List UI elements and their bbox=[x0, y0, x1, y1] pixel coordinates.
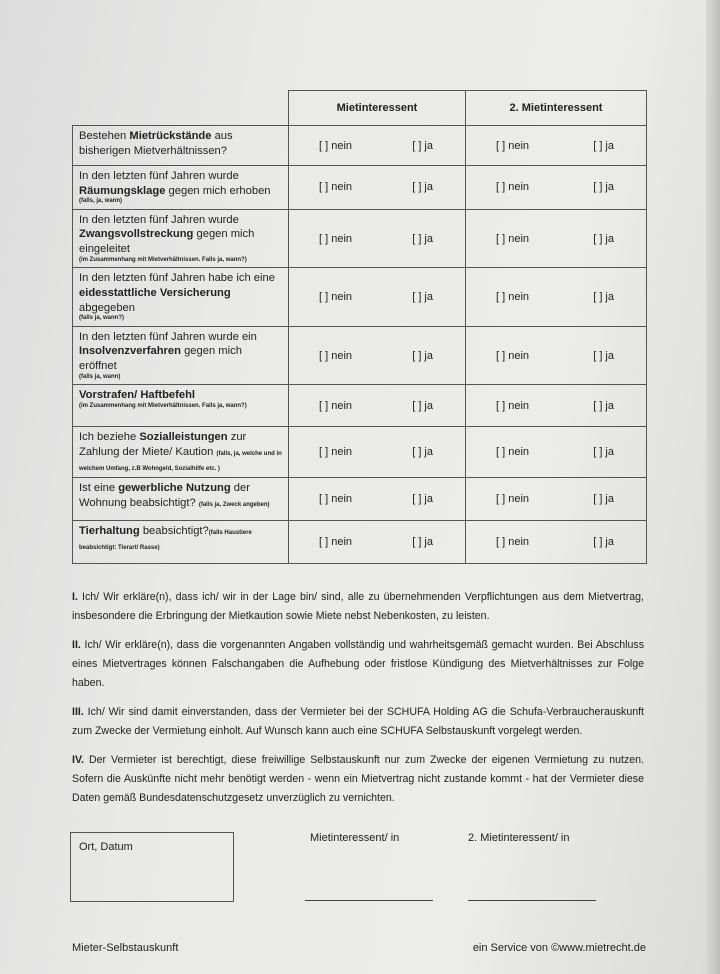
checkbox-ja[interactable]: [ ] ja bbox=[412, 536, 433, 549]
question-note: (falls ja, Zweck angeben) bbox=[198, 501, 270, 508]
question-note: (falls ja, wann?) bbox=[79, 315, 125, 322]
table-row bbox=[73, 126, 647, 166]
checkbox-ja[interactable]: [ ] ja bbox=[593, 536, 614, 549]
question-cell bbox=[73, 385, 289, 427]
answer-cell-1 bbox=[289, 427, 466, 478]
question-cell bbox=[73, 209, 289, 267]
checkbox-ja[interactable]: [ ] ja bbox=[412, 291, 433, 304]
checkbox-ja[interactable]: [ ] ja bbox=[412, 349, 433, 362]
question-post: beabsichtigt? bbox=[139, 525, 209, 538]
question-keyword: gewerbliche Nutzung bbox=[118, 482, 231, 495]
answer-cell-2 bbox=[466, 427, 647, 478]
checkbox-nein[interactable]: [ ] nein bbox=[319, 139, 353, 152]
answer-cell-1 bbox=[289, 478, 466, 521]
page-edge bbox=[706, 0, 720, 974]
table-row bbox=[73, 478, 647, 521]
question-note: (falls ja, wann) bbox=[79, 373, 121, 380]
checkbox-nein[interactable]: [ ] nein bbox=[496, 139, 530, 152]
question-post: gegen mich erhoben bbox=[165, 184, 271, 197]
paragraph-number: II. bbox=[72, 639, 81, 652]
checkbox-nein[interactable]: [ ] nein bbox=[319, 232, 353, 245]
checkbox-ja[interactable]: [ ] ja bbox=[412, 232, 433, 245]
checkbox-nein[interactable]: [ ] nein bbox=[496, 399, 530, 412]
header-tenant-2: 2. Mietinteressent bbox=[466, 91, 647, 126]
checkbox-ja[interactable]: [ ] ja bbox=[593, 232, 614, 245]
checkbox-ja[interactable]: [ ] ja bbox=[593, 399, 614, 412]
questionnaire-table bbox=[72, 90, 647, 564]
footer-title: Mieter-Selbstauskunft bbox=[72, 942, 179, 955]
checkbox-nein[interactable]: [ ] nein bbox=[319, 536, 353, 549]
checkbox-nein[interactable]: [ ] nein bbox=[496, 181, 530, 194]
declarations bbox=[72, 588, 646, 808]
tenant2-signature-line[interactable] bbox=[468, 900, 596, 901]
answer-cell-2 bbox=[466, 326, 647, 384]
question-post: gegen mich eröffnet bbox=[79, 345, 242, 373]
question-post: aus bisherigen Mietverhältnissen? bbox=[79, 130, 233, 157]
checkbox-ja[interactable]: [ ] ja bbox=[412, 399, 433, 412]
question-post: zur Zahlung der Miete/ Kaution bbox=[79, 431, 247, 458]
checkbox-ja[interactable]: [ ] ja bbox=[593, 139, 614, 152]
checkbox-nein[interactable]: [ ] nein bbox=[319, 493, 353, 506]
checkbox-nein[interactable]: [ ] nein bbox=[319, 446, 353, 459]
answer-cell-2 bbox=[466, 521, 647, 564]
question-keyword: Vorstrafen/ Haftbefehl bbox=[79, 389, 196, 402]
question-note: (im Zusammenhang mit Mietverhältnissen. Falls ja, wann?) bbox=[79, 256, 247, 263]
question-keyword: Mietrückstände bbox=[129, 130, 212, 142]
question-pre: Ist eine bbox=[79, 482, 119, 495]
table-row bbox=[73, 521, 647, 564]
checkbox-nein[interactable]: [ ] nein bbox=[319, 291, 353, 304]
question-keyword: Sozialleistungen bbox=[139, 431, 228, 444]
question-cell bbox=[73, 478, 289, 521]
answer-cell-1 bbox=[289, 166, 466, 210]
declaration-paragraph bbox=[72, 588, 644, 626]
declaration-paragraph bbox=[72, 703, 644, 741]
header-blank bbox=[73, 91, 289, 126]
question-keyword: Zwangsvollstreckung bbox=[79, 228, 194, 241]
table-row bbox=[73, 209, 647, 267]
question-post: gegen mich eingeleitet bbox=[79, 228, 255, 256]
question-cell bbox=[73, 326, 289, 384]
question-cell bbox=[73, 427, 289, 478]
question-post: abgegeben bbox=[79, 301, 135, 314]
question-pre: Ich beziehe bbox=[79, 431, 140, 444]
question-pre: In den letzten fünf Jahren wurde bbox=[79, 170, 239, 182]
checkbox-nein[interactable]: [ ] nein bbox=[496, 446, 530, 459]
checkbox-nein[interactable]: [ ] nein bbox=[496, 349, 530, 362]
answer-cell-2 bbox=[466, 268, 647, 326]
paragraph-number: III. bbox=[72, 706, 84, 719]
question-cell bbox=[73, 126, 289, 166]
signature-section bbox=[72, 832, 646, 912]
checkbox-nein[interactable]: [ ] nein bbox=[319, 349, 353, 362]
checkbox-nein[interactable]: [ ] nein bbox=[319, 399, 353, 412]
footer-credit: ein Service von ©www.mietrecht.de bbox=[472, 942, 646, 955]
tenant1-signature-line[interactable] bbox=[305, 900, 433, 901]
checkbox-ja[interactable]: [ ] ja bbox=[593, 291, 614, 304]
tenant1-signature-label: Mietinteressent/ in bbox=[310, 832, 400, 845]
paragraph-text: Ich/ Wir erkläre(n), dass ich/ wir in der Lage bin/ sind, alle zu übernehmenden Verpflichtungen aus dem Mietvertrag, insbesondere die Erbringung der Mietkaution sowie Miete nebst Nebenkosten, zu leisten. bbox=[72, 591, 644, 623]
header-tenant-1: Mietinteressent bbox=[289, 91, 466, 126]
question-pre: Bestehen bbox=[79, 130, 130, 142]
question-pre: In den letzten fünf Jahren habe ich eine bbox=[79, 272, 275, 285]
declaration-paragraph bbox=[72, 636, 644, 693]
table-row bbox=[73, 268, 647, 326]
checkbox-nein[interactable]: [ ] nein bbox=[319, 181, 353, 194]
checkbox-ja[interactable]: [ ] ja bbox=[412, 181, 433, 194]
document-page bbox=[72, 0, 646, 974]
question-note: (falls, ja, wann) bbox=[79, 198, 123, 205]
checkbox-ja[interactable]: [ ] ja bbox=[593, 349, 614, 362]
paragraph-number: IV. bbox=[72, 754, 84, 767]
answer-cell-1 bbox=[289, 521, 466, 564]
checkbox-ja[interactable]: [ ] ja bbox=[412, 493, 433, 506]
checkbox-nein[interactable]: [ ] nein bbox=[496, 536, 530, 549]
question-note: (falls Haustiere beabsichtigt: Tierart/ Rasse) bbox=[79, 530, 252, 551]
question-keyword: Insolvenzverfahren bbox=[79, 345, 181, 358]
question-cell bbox=[73, 268, 289, 326]
question-note: (im Zusammenhang mit Mietverhältnissen. Falls ja, wann?) bbox=[79, 402, 247, 409]
place-date-box[interactable] bbox=[70, 832, 234, 902]
table-row bbox=[73, 427, 647, 478]
checkbox-nein[interactable]: [ ] nein bbox=[496, 232, 530, 245]
question-pre: In den letzten fünf Jahren wurde ein bbox=[79, 330, 257, 343]
place-date-label: Ort, Datum bbox=[79, 841, 133, 854]
paragraph-text: Ich/ Wir erkläre(n), dass die vorgenannten Angaben vollständig und wahrheitsgemäß gemacht wurden. Bei Abschluss eines Mietvertrages können Falschangaben die Aufhebung oder fristlose Kündigung des Mietverhältnisses zur Folge haben. bbox=[72, 639, 644, 690]
checkbox-ja[interactable]: [ ] ja bbox=[593, 446, 614, 459]
question-cell bbox=[73, 521, 289, 564]
declaration-paragraph bbox=[72, 751, 644, 808]
answer-cell-1 bbox=[289, 326, 466, 384]
answer-cell-2 bbox=[466, 166, 647, 210]
answer-cell-2 bbox=[466, 385, 647, 427]
question-pre: In den letzten fünf Jahren wurde bbox=[79, 213, 239, 226]
question-keyword: Tierhaltung bbox=[79, 525, 140, 538]
checkbox-ja[interactable]: [ ] ja bbox=[593, 493, 614, 506]
answer-cell-1 bbox=[289, 126, 466, 166]
table-row bbox=[73, 385, 647, 427]
paragraph-text: Der Vermieter ist berechtigt, diese freiwillige Selbstauskunft nur zum Zwecke der eigenen Vermietung zu nutzen. Sofern die Auskünfte nicht mehr benötigt werden - wenn ein Mietvertrag nicht zustande kommt - hat der Vermieter diese Daten gemäß Bundesdatenschutzgesetz unverzüglich zu vernichten. bbox=[72, 754, 644, 805]
answer-cell-1 bbox=[289, 209, 466, 267]
answer-cell-2 bbox=[466, 209, 647, 267]
answer-cell-1 bbox=[289, 385, 466, 427]
checkbox-ja[interactable]: [ ] ja bbox=[412, 446, 433, 459]
checkbox-ja[interactable]: [ ] ja bbox=[593, 181, 614, 194]
question-post: der Wohnung beabsichtigt? bbox=[79, 482, 250, 509]
question-note: (falls, ja, welche und in welchem Umfang, z.B Wohngeld, Sozialhilfe etc. ) bbox=[79, 450, 282, 472]
paragraph-number: I. bbox=[72, 591, 78, 604]
question-keyword: Räumungsklage bbox=[79, 184, 166, 197]
answer-cell-1 bbox=[289, 268, 466, 326]
table-row bbox=[73, 166, 647, 210]
checkbox-nein[interactable]: [ ] nein bbox=[496, 493, 530, 506]
question-cell bbox=[73, 166, 289, 210]
paragraph-text: Ich/ Wir sind damit einverstanden, dass der Vermieter bei der SCHUFA Holding AG die Schufa-Verbraucherauskunft zum Zwecke der Vermietung einholt. Auf Wunsch kann auch eine SCHUFA Selbstauskunft vorgelegt werden. bbox=[72, 706, 644, 738]
footer bbox=[72, 942, 646, 974]
question-keyword: eidesstattliche Versicherung bbox=[79, 286, 231, 299]
answer-cell-2 bbox=[466, 478, 647, 521]
checkbox-ja[interactable]: [ ] ja bbox=[412, 139, 433, 152]
answer-cell-2 bbox=[466, 126, 647, 166]
checkbox-nein[interactable]: [ ] nein bbox=[496, 291, 530, 304]
table-row bbox=[73, 326, 647, 384]
tenant2-signature-label: 2. Mietinteressent/ in bbox=[468, 832, 570, 845]
